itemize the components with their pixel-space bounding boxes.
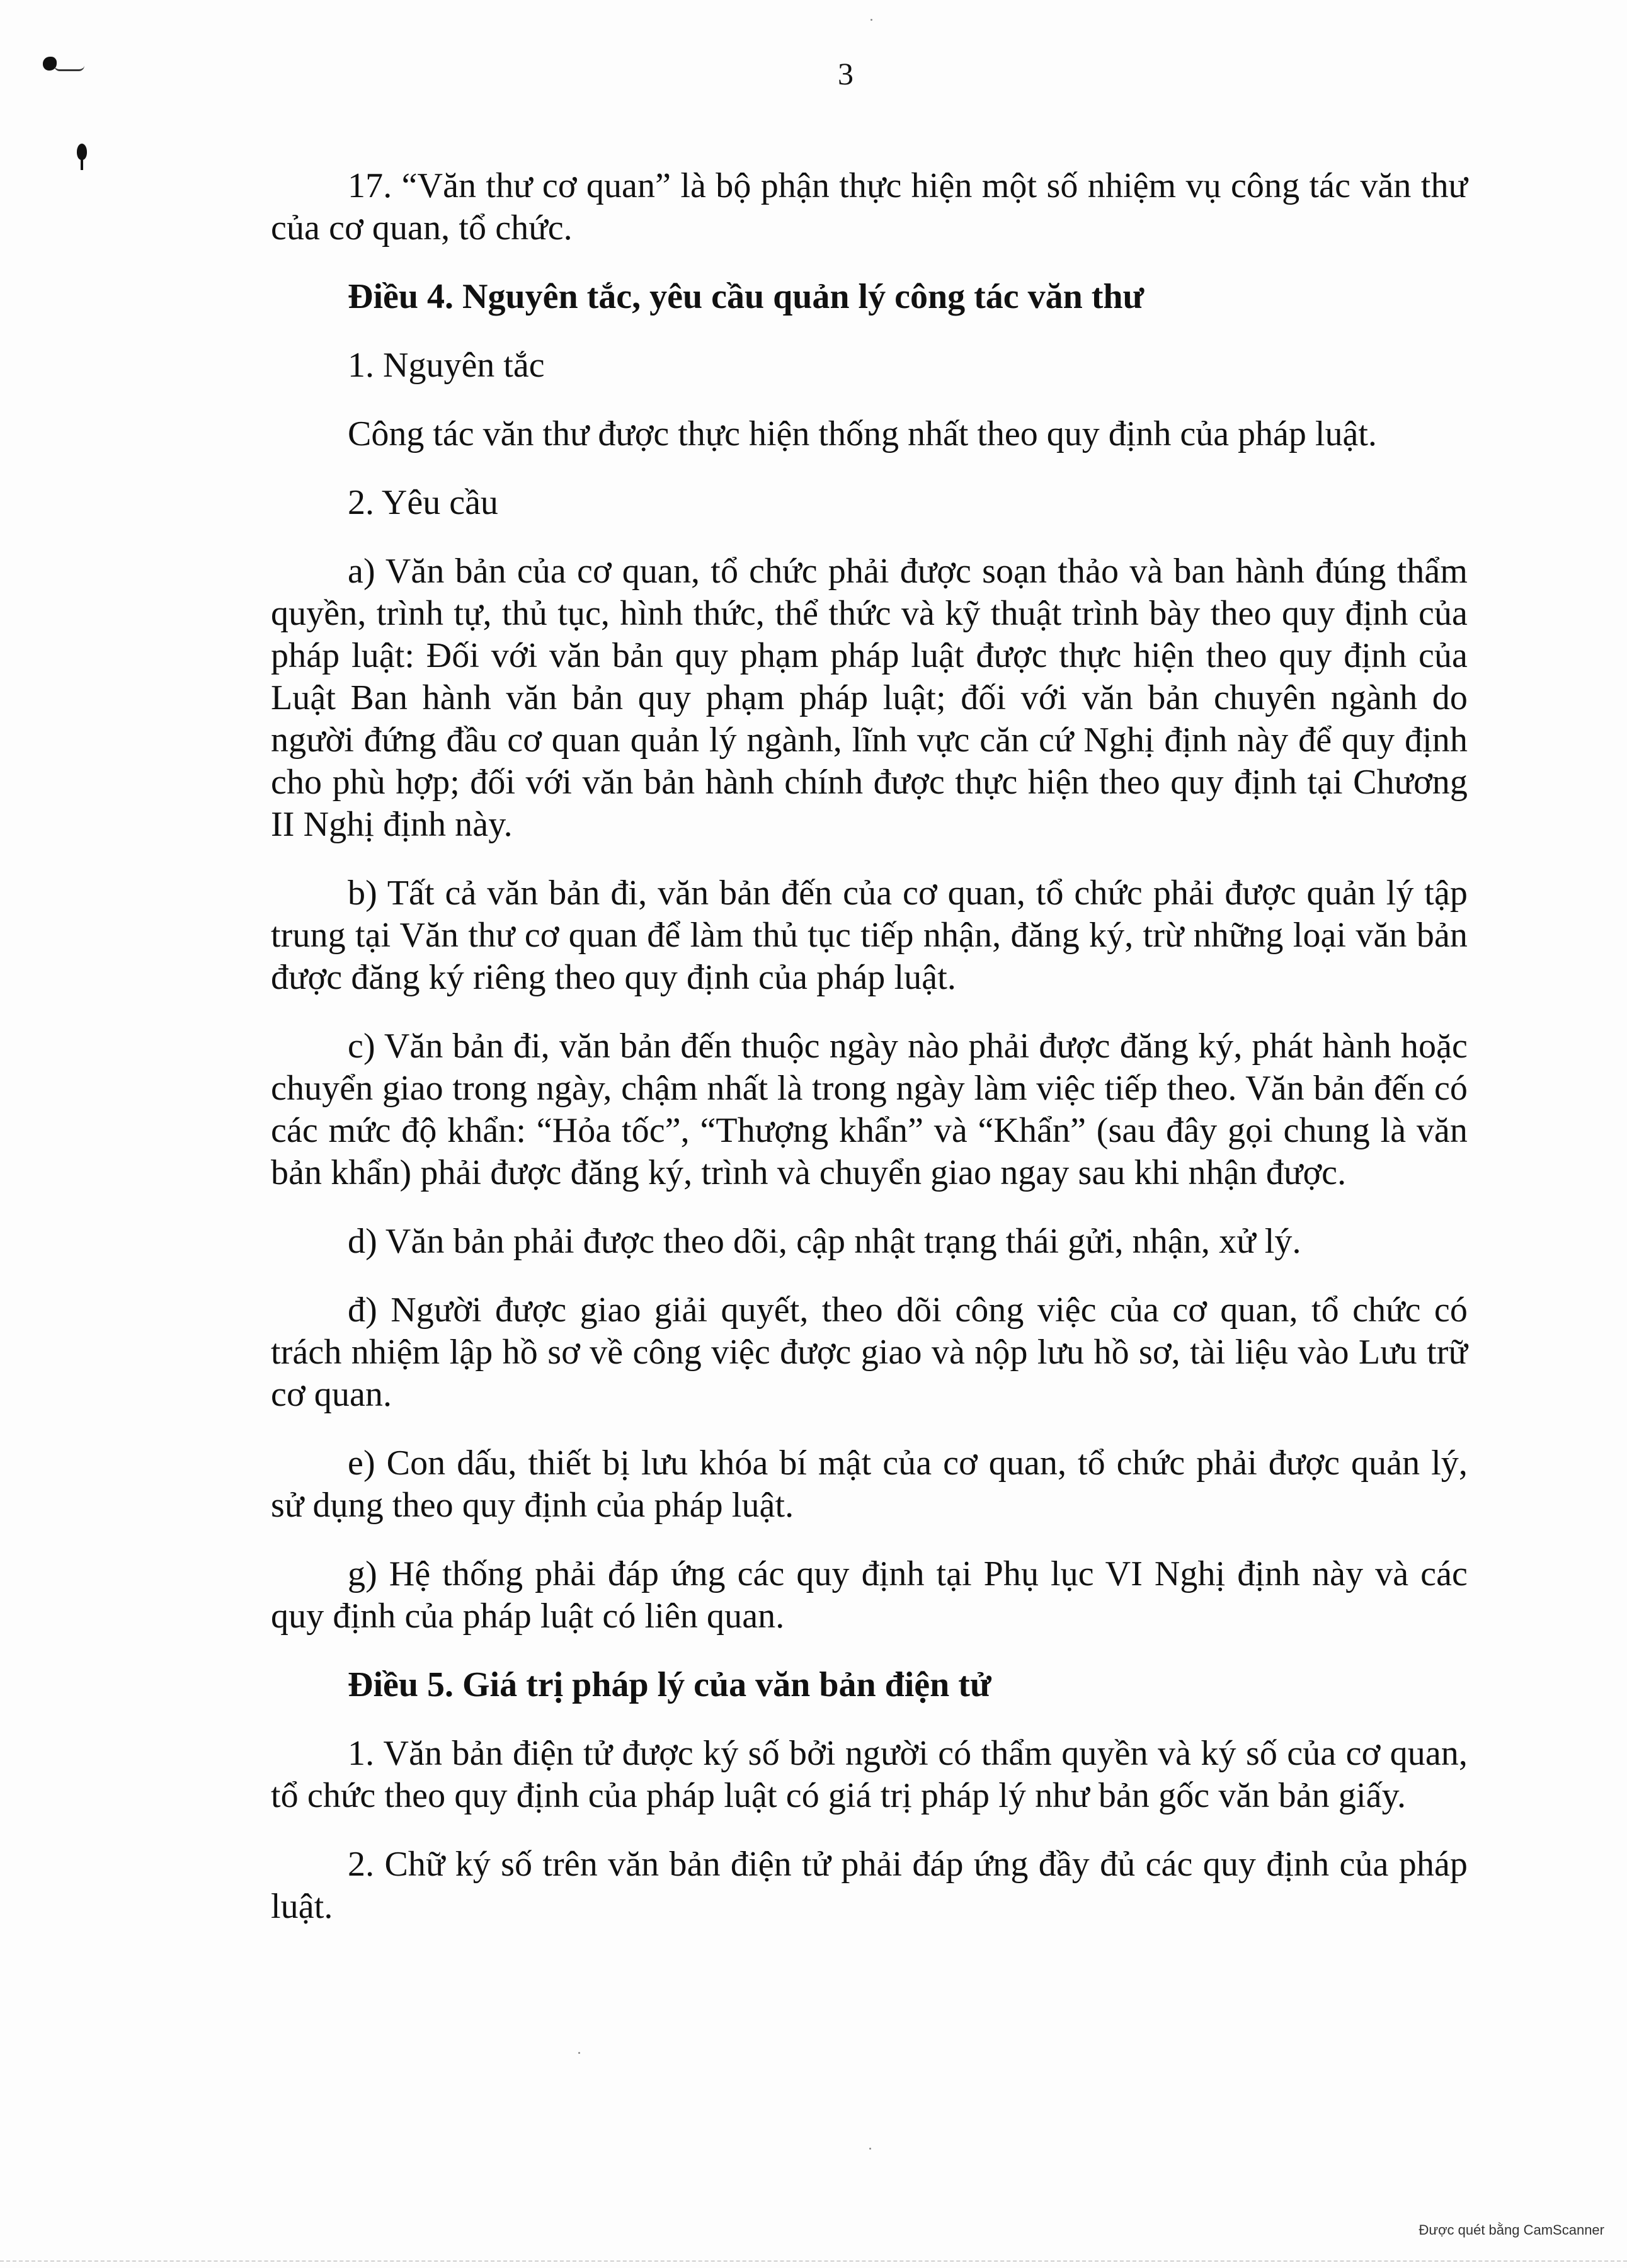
scan-speck (578, 2052, 580, 2054)
page-bottom-edge (0, 2260, 1627, 2268)
requirement-g: g) Hệ thống phải đáp ứng các quy định tại Phụ lục VI Nghị định này và các quy định của pháp luật có liên quan. (271, 1554, 1468, 1636)
requirements-label: 2. Yêu cầu (348, 483, 498, 522)
scan-speck (869, 2148, 871, 2150)
article-5-clause-2: 2. Chữ ký số trên văn bản điện tử phải đáp ứng đầy đủ các quy định của pháp luật. (271, 1845, 1468, 1926)
scan-mark-icon (74, 132, 100, 170)
ink-tail (54, 66, 84, 71)
scanner-watermark: Được quét bằng CamScanner (1419, 2222, 1604, 2238)
article-5-clause-1: 1. Văn bản điện tử được ký số bởi người có thẩm quyền và ký số của cơ quan, tổ chức theo quy định của pháp luật có giá trị pháp lý như bản gốc văn bản giấy. (271, 1734, 1468, 1815)
requirement-dd: đ) Người được giao giải quyết, theo dõi công việc của cơ quan, tổ chức có trách nhiệm lập hồ sơ về công việc được giao và nộp lưu hồ sơ, tài liệu vào Lưu trữ cơ quan. (271, 1291, 1468, 1414)
scan-speck (871, 19, 872, 21)
page-number: 3 (838, 56, 853, 91)
requirement-b: b) Tất cả văn bản đi, văn bản đến của cơ quan, tổ chức phải được quản lý tập trung tại Văn thư cơ quan để làm thủ tục tiếp nhận, đăng ký, trừ những loại văn bản được đăng ký riêng theo quy định của pháp luật. (271, 874, 1468, 997)
article-4-title: Điều 4. Nguyên tắc, yêu cầu quản lý công tác văn thư (348, 277, 1145, 316)
requirement-d: d) Văn bản phải được theo dõi, cập nhật trạng thái gửi, nhận, xử lý. (348, 1222, 1301, 1261)
clause-17: 17. “Văn thư cơ quan” là bộ phận thực hiện một số nhiệm vụ công tác văn thư của cơ quan, tổ chức. (271, 166, 1468, 248)
document-body (271, 165, 1468, 1954)
scan-mark-icon (39, 49, 74, 74)
principle-label: 1. Nguyên tắc (348, 346, 545, 385)
requirement-e: e) Con dấu, thiết bị lưu khóa bí mật của cơ quan, tổ chức phải được quản lý, sử dụng theo quy định của pháp luật. (271, 1444, 1468, 1525)
ink-stem (81, 157, 83, 170)
requirement-c: c) Văn bản đi, văn bản đến thuộc ngày nào phải được đăng ký, phát hành hoặc chuyển giao trong ngày, chậm nhất là trong ngày làm việc tiếp theo. Văn bản đến có các mức độ khẩn: “Hỏa tốc”, “Thượng khẩn” và “Khẩn” (sau đây gọi chung là văn bản khẩn) phải được đăng ký, trình và chuyển giao ngay sau khi nhận được. (271, 1027, 1468, 1192)
principle-text: Công tác văn thư được thực hiện thống nhất theo quy định của pháp luật. (348, 414, 1377, 453)
requirement-a: a) Văn bản của cơ quan, tổ chức phải được soạn thảo và ban hành đúng thẩm quyền, trình tự, thủ tục, hình thức, thể thức và kỹ thuật trình bày theo quy định của pháp luật: Đối với văn bản quy phạm pháp luật được thực hiện theo quy định của Luật Ban hành văn bản quy phạm pháp luật; đối với văn bản chuyên ngành do người đứng đầu cơ quan quản lý ngành, lĩnh vực căn cứ Nghị định này để quy định cho phù hợp; đối với văn bản hành chính được thực hiện theo quy định tại Chương II Nghị định này. (271, 552, 1468, 844)
article-5-title: Điều 5. Giá trị pháp lý của văn bản điện tử (348, 1665, 991, 1704)
